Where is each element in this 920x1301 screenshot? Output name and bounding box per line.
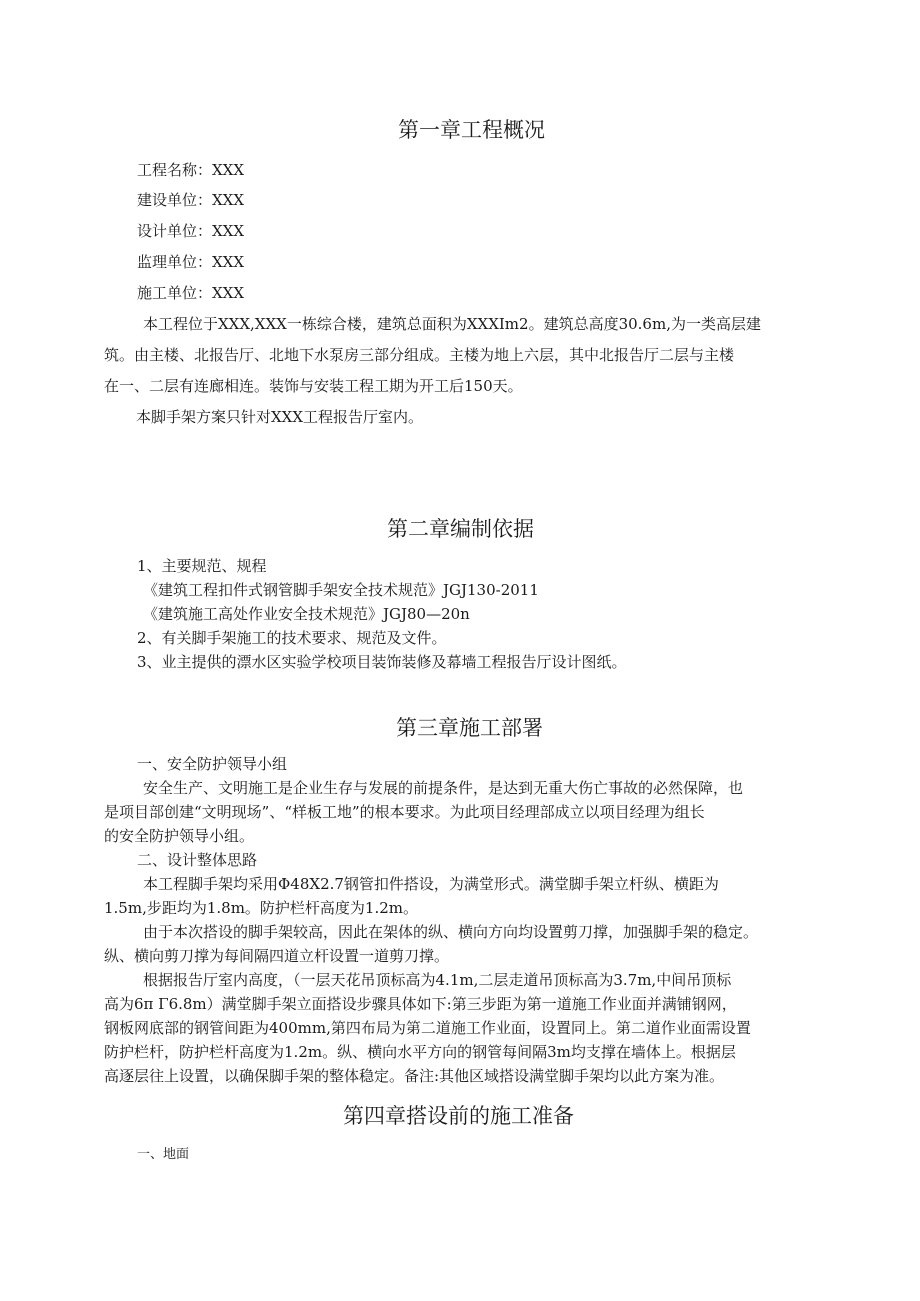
- chapter3-title: 第三章施工部署: [396, 716, 543, 740]
- design-line-2: 1.5m,步距均为1.8m。防护栏杆高度为1.2m。: [104, 899, 419, 917]
- scope-note: 本脚手架方案只针对XXX工程报告厅室内。: [136, 408, 424, 426]
- height-line-5: 高逐层往上设置，以确保脚手架的整体稳定。备注:其他区域搭设满堂脚手架均以此方案为准。: [104, 1067, 725, 1085]
- section-ground: 一、地面: [137, 1147, 190, 1162]
- height-line-2: 高为6π Γ6.8m）满堂脚手架立面搭设步骤具体如下:第三步距为第一道施工作业面并满铺钢网，: [104, 995, 737, 1013]
- basis-item-3: 3、业主提供的漂水区实验学校项目装饰装修及幕墙工程报告厅设计图纸。: [137, 653, 627, 671]
- bracing-line-1: 由于本次搭设的脚手架较高，因此在架体的纵、横向方向均设置剪刀撑，加强脚手架的稳定。: [143, 923, 759, 941]
- section-design-idea: 二、设计整体思路: [137, 851, 258, 869]
- chapter2-title: 第二章编制依据: [387, 517, 534, 541]
- overview-line-2: 筑。由主楼、北报告厅、北地下水泵房三部分组成。主楼为地上六层，其中北报告厅二层与主楼: [104, 346, 735, 364]
- bracing-line-2: 纵、横向剪刀撑为每间隔四道立杆设置一道剪刀撑。: [104, 947, 450, 965]
- standard-1: 《建筑工程扣件式钢管脚手架安全技术规范》JGJ130-2011: [143, 581, 539, 599]
- field-supervisor: 监理单位：XXX: [137, 253, 245, 271]
- overview-line-3: 在一、二层有连廊相连。装饰与安装工程工期为开工后150天。: [104, 377, 523, 395]
- safety-line-2: 是项目部创建“文明现场”、“样板工地”的根本要求。为此项目经理部成立以项目经理为组长: [104, 803, 705, 821]
- field-client: 建设单位：XXX: [137, 191, 245, 209]
- design-line-1: 本工程脚手架均采用Φ48X2.7钢管扣件搭设，为满堂形式。满堂脚手架立杆纵、横距为: [143, 875, 719, 893]
- height-line-1: 根据报告厅室内高度，（一层天花吊顶标高为4.1m,二层走道吊顶标高为3.7m,中间吊顶标: [143, 971, 732, 989]
- field-project-name: 工程名称：XXX: [137, 161, 245, 179]
- standard-2: 《建筑施工高处作业安全技术规范》JGJ80—20n: [143, 605, 470, 623]
- basis-item-1: 1、主要规范、规程: [137, 557, 267, 575]
- section-safety-team: 一、安全防护领导小组: [137, 755, 288, 773]
- overview-line-1: 本工程位于XXX,XXX一栋综合楼，建筑总面积为XXXIm2。建筑总高度30.6m,为一类高层建: [143, 315, 761, 333]
- height-line-4: 防护栏杆，防护栏杆高度为1.2m。纵、横向水平方向的钢管每间隔3m均支撑在墙体上。根据层: [104, 1043, 736, 1061]
- field-designer: 设计单位：XXX: [137, 222, 245, 240]
- chapter1-title: 第一章工程概况: [398, 118, 545, 142]
- basis-item-2: 2、有关脚手架施工的技术要求、规范及文件。: [137, 629, 447, 647]
- safety-line-1: 安全生产、文明施工是企业生存与发展的前提条件，是达到无重大伤亡事故的必然保障，也: [143, 779, 744, 797]
- chapter4-title: 第四章搭设前的施工准备: [343, 1104, 574, 1128]
- height-line-3: 钢板网底部的钢管间距为400mm,第四布局为第二道施工作业面，设置同上。第二道作业面需设置: [104, 1019, 751, 1037]
- field-contractor: 施工单位：XXX: [137, 284, 245, 302]
- safety-line-3: 的安全防护领导小组。: [104, 827, 255, 845]
